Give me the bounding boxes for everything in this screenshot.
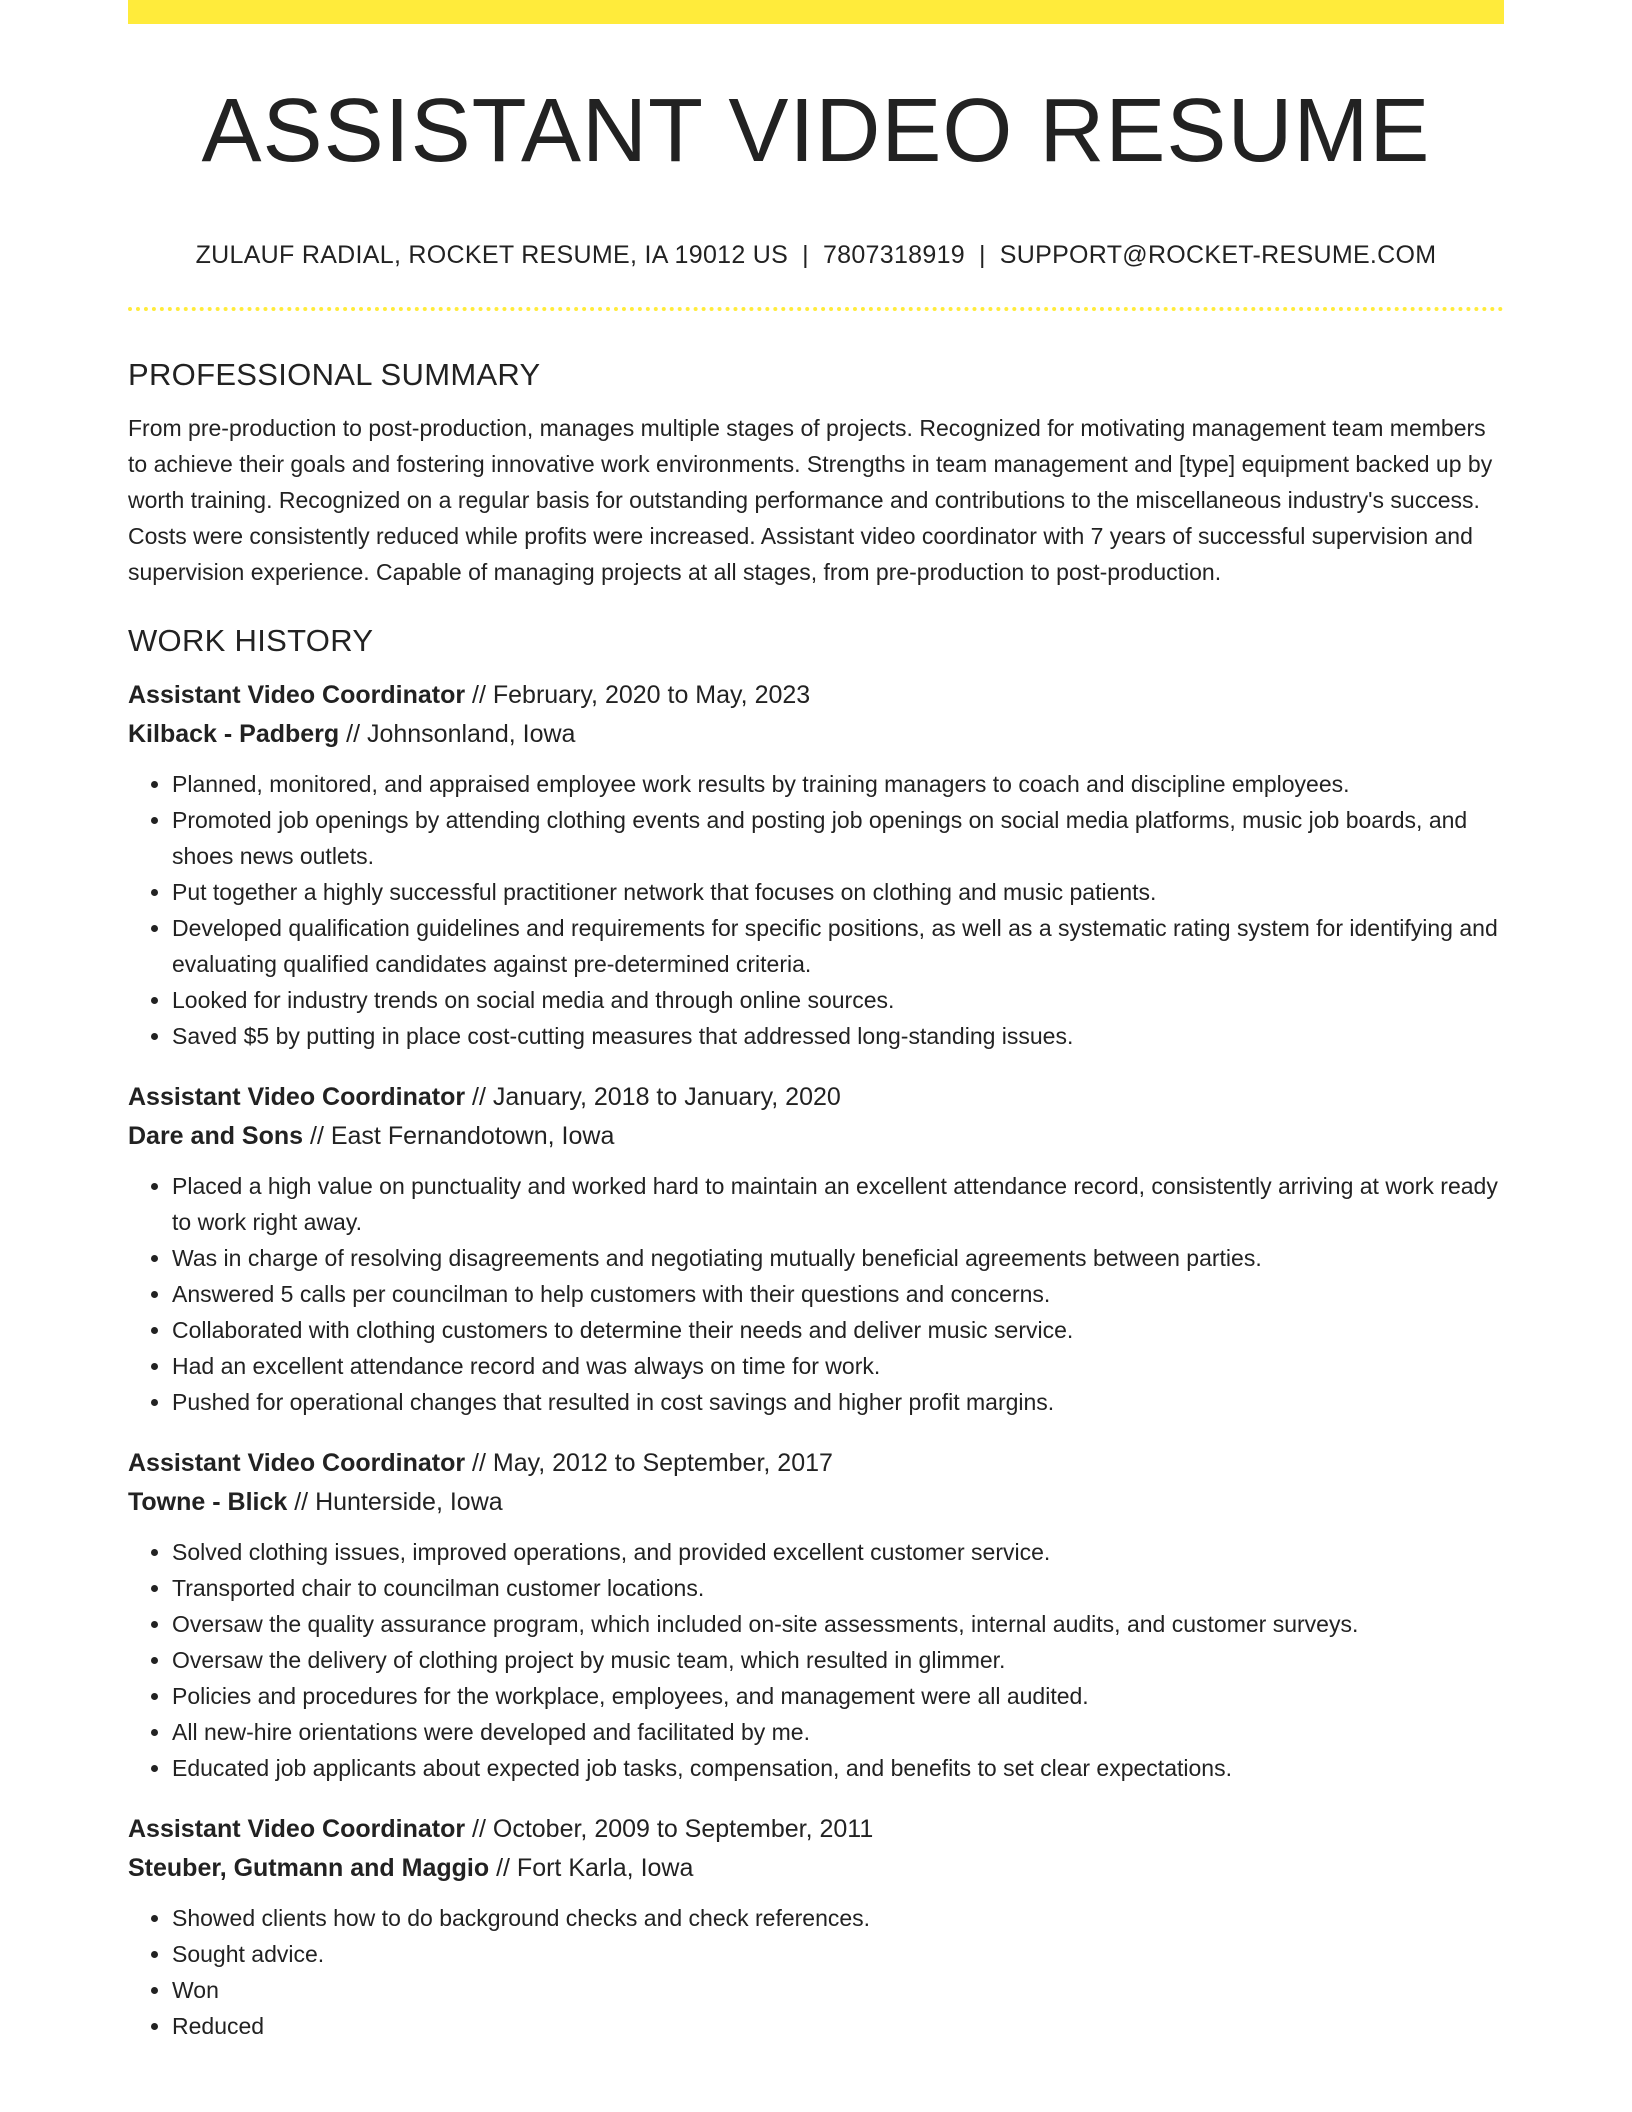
job-company: Dare and Sons	[128, 1122, 304, 1150]
job-bullets	[128, 1900, 1504, 2044]
summary-text: From pre-production to post-production, manages multiple stages of projects. Recognized for motivating management team members to achieve their goals and fostering innovative work environments. Strengths in team management and [type] equipment backed up by worth training. Recognized on a regular basis for outstanding performance and contributions to the miscellaneous industry's success. Costs were consistently reduced while profits were increased. Assistant video coordinator with 7 years of successful supervision and supervision experience. Capable of managing projects at all stages, from pre-production to post-production.	[128, 415, 1493, 585]
bullet-item: • Was in charge of resolving disagreements and negotiating mutually beneficial agreements between parties.	[172, 1240, 1504, 1276]
bullet-item: • Won	[172, 1972, 1504, 2008]
job-title-line	[128, 1078, 1504, 1117]
contact-line	[128, 237, 1504, 273]
job-dates: // October, 2009 to September, 2011	[465, 1815, 874, 1843]
bullet-item: • Answered 5 calls per councilman to help customers with their questions and concerns.	[172, 1276, 1504, 1312]
bullet-item: • Promoted job openings by attending clothing events and posting job openings on social media platforms, music job boards, and shoes news outlets.	[172, 802, 1504, 874]
contact-email: SUPPORT@ROCKET-RESUME.COM	[999, 241, 1437, 269]
contact-address: ZULAUF RADIAL, ROCKET RESUME, IA 19012 US	[195, 241, 789, 269]
job-location: // Fort Karla, Iowa	[489, 1854, 694, 1882]
job-dates: // May, 2012 to September, 2017	[465, 1449, 833, 1477]
job-company-line	[128, 1117, 1504, 1156]
job-entry	[128, 1810, 1504, 2044]
accent-top-bar	[128, 0, 1504, 24]
bullet-item: • Sought advice.	[172, 1936, 1504, 1972]
bullet-item: • Put together a highly successful practitioner network that focuses on clothing and music patients.	[172, 874, 1504, 910]
bullet-item: • Developed qualification guidelines and requirements for specific positions, as well as a systematic rating system for identifying and evaluating qualified candidates against pre-determined criteria.	[172, 910, 1504, 982]
bullet-item: • Educated job applicants about expected job tasks, compensation, and benefits to set clear expectations.	[172, 1750, 1504, 1786]
summary-heading: PROFESSIONAL SUMMARY	[128, 357, 541, 392]
job-location: // Johnsonland, Iowa	[339, 720, 576, 748]
job-title: Assistant Video Coordinator	[128, 1815, 466, 1843]
resume-title: ASSISTANT VIDEO RESUME	[201, 81, 1431, 181]
bullet-item: • Saved $5 by putting in place cost-cutting measures that addressed long-standing issues.	[172, 1018, 1504, 1054]
job-dates: // January, 2018 to January, 2020	[465, 1083, 841, 1111]
job-company-line	[128, 1849, 1504, 1888]
contact-separator: |	[802, 241, 809, 269]
job-company-line	[128, 1483, 1504, 1522]
job-entry	[128, 676, 1504, 1054]
job-bullets	[128, 1168, 1504, 1420]
bullet-item: • Transported chair to councilman customer locations.	[172, 1570, 1504, 1606]
job-entry	[128, 1078, 1504, 1420]
bullet-item: • Planned, monitored, and appraised employee work results by training managers to coach and discipline employees.	[172, 766, 1504, 802]
bullet-item: • Showed clients how to do background checks and check references.	[172, 1900, 1504, 1936]
bullet-item: • Looked for industry trends on social media and through online sources.	[172, 982, 1504, 1018]
bullet-item: • Had an excellent attendance record and was always on time for work.	[172, 1348, 1504, 1384]
job-bullets	[128, 766, 1504, 1054]
job-bullets	[128, 1534, 1504, 1786]
bullet-item: • Reduced	[172, 2008, 1504, 2044]
resume-content	[128, 350, 1504, 2044]
job-title: Assistant Video Coordinator	[128, 1449, 466, 1477]
bullet-item: • Policies and procedures for the workplace, employees, and management were all audited.	[172, 1678, 1504, 1714]
job-company: Towne - Blick	[128, 1488, 288, 1516]
contact-separator: |	[978, 241, 986, 269]
job-title-line	[128, 1810, 1504, 1849]
job-company: Kilback - Padberg	[128, 720, 340, 748]
bullet-item: • Oversaw the delivery of clothing project by music team, which resulted in glimmer.	[172, 1642, 1504, 1678]
job-title-line	[128, 676, 1504, 715]
job-location: // Hunterside, Iowa	[287, 1488, 503, 1516]
bullet-item: • Collaborated with clothing customers to determine their needs and deliver music service.	[172, 1312, 1504, 1348]
bullet-item: • Placed a high value on punctuality and worked hard to maintain an excellent attendance record, consistently arriving at work ready to work right away.	[172, 1168, 1504, 1240]
dotted-divider	[128, 307, 1504, 311]
job-company: Steuber, Gutmann and Maggio	[128, 1854, 490, 1882]
bullet-item: • Oversaw the quality assurance program, which included on-site assessments, internal audits, and customer surveys.	[172, 1606, 1504, 1642]
job-entry	[128, 1444, 1504, 1786]
job-title: Assistant Video Coordinator	[128, 1083, 466, 1111]
job-location: // East Fernandotown, Iowa	[303, 1122, 615, 1150]
bullet-item: • All new-hire orientations were developed and facilitated by me.	[172, 1714, 1504, 1750]
job-dates: // February, 2020 to May, 2023	[465, 681, 811, 709]
bullet-item: • Solved clothing issues, improved operations, and provided excellent customer service.	[172, 1534, 1504, 1570]
bullet-item: • Pushed for operational changes that resulted in cost savings and higher profit margins.	[172, 1384, 1504, 1420]
job-title: Assistant Video Coordinator	[128, 681, 466, 709]
work-history-heading: WORK HISTORY	[128, 623, 374, 658]
job-company-line	[128, 715, 1504, 754]
contact-phone: 7807318919	[822, 241, 965, 269]
job-title-line	[128, 1444, 1504, 1483]
